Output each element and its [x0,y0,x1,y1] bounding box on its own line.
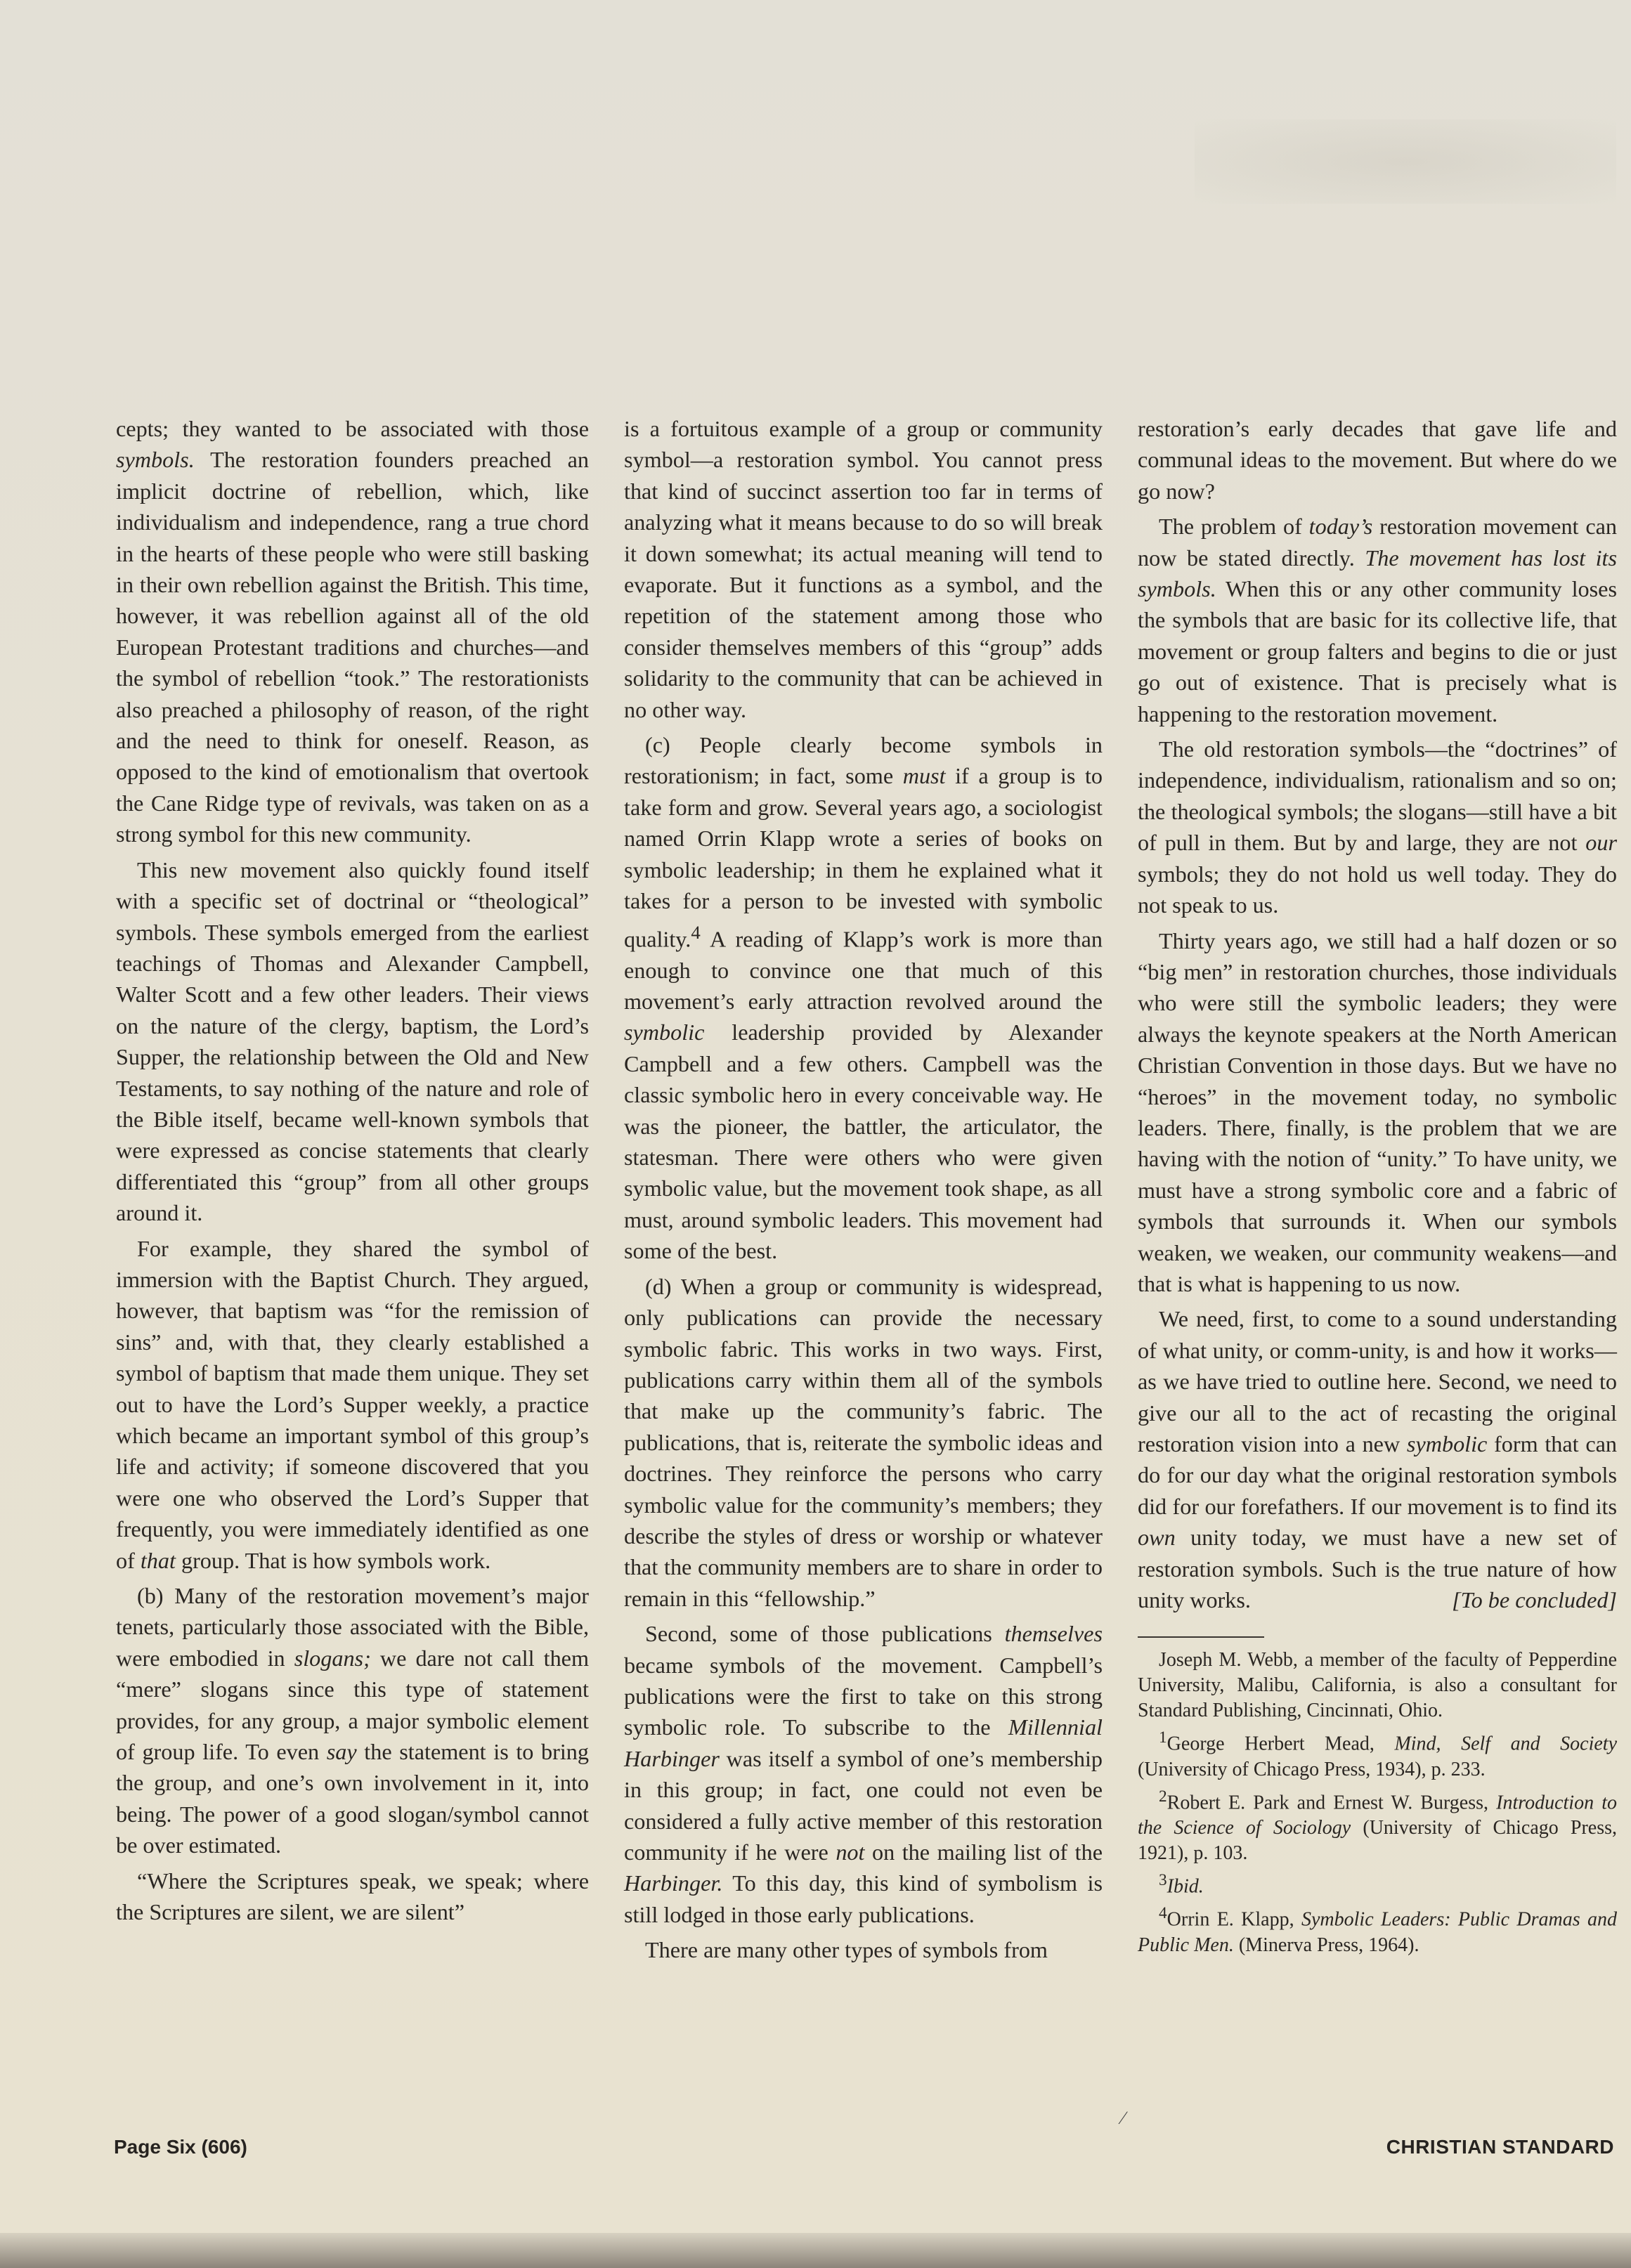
paragraph: “Where the Scriptures speak, we speak; where the Scriptures are silent, we are silent” [116,1868,589,1925]
margin-mark: ⁄ [1122,2108,1125,2128]
text-column-1 [116,413,589,1928]
footnote-rule [1138,1636,1264,1638]
paragraph: There are many other types of symbols from [645,1937,1048,1963]
footnote: $^4$Orrin E. Klapp, Symbolic Leaders: Public Dramas and Public Men. (Minerva Press, 1964). [1138,1904,1617,1956]
page-number: Page Six (606) [114,2136,247,2158]
paragraph: (b) Many of the restoration movement’s major tenets, particularly those associated with the Bible, were embodied in slogans; we dare not call them “mere” slogans since this type of statement provides, for any group, a major symbolic element of group life. To even say the statement is to bring the group, and one’s own involvement in it, into being. The power of a good slogan/symbol cannot be over estimated. [116,1583,589,1858]
footnote: $^3$Ibid. [1159,1871,1204,1898]
paragraph: cepts; they wanted to be associated with those symbols. The restoration founders preached an implicit doctrine of rebellion, which, like individualism and independence, rang a true chord in the hearts of these people who were still basking in their own rebellion against the British. This time, however, it was rebellion against all of the old European Protestant traditions and churches—and the symbol of rebellion “took.” The restorationists also preached a philosophy of reason, of the right and the need to think for oneself. Reason, as opposed to the kind of emotionalism that overtook the Cane Ridge type of revivals, was taken on as a strong symbol for this new community. [116,416,589,847]
paragraph: The problem of today’s restoration movement can now be stated directly. The movement has lost its symbols. When this or any other community loses the symbols that are basic for its collective life, that movement or group falters and begins to die or just go out of existence. That is precisely what is happening to the restoration movement. [1138,514,1618,726]
paragraph: is a fortuitous example of a group or community symbol—a restoration symbol. You cannot press that kind of succinct assertion too far in terms of analyzing what it means because to do so will break it down somewhat; its actual meaning will tend to evaporate. But it functions as a symbol, and the repetition of the statement among those who consider themselves members of this “group” adds solidarity to the community that can be achieved in no other way. [624,416,1103,722]
paragraph: restoration’s early decades that gave life and communal ideas to the movement. But where do we go now? [1138,416,1617,504]
footnote: $^1$George Herbert Mead, Mind, Self and Society (University of Chicago Press, 1934), p. 233. [1138,1728,1618,1780]
text-column-3 [1138,413,1617,1958]
paragraph: Second, some of those publications themselves became symbols of the movement. Campbell’s publications were the first to take on this strong symbolic role. To subscribe to the Millennial Harbinger was itself a symbol of one’s membership in this group; in fact, one could not even be considered a fully active member of this restoration community if he were not on the mailing list of the Harbinger. To this day, this kind of symbolism is still lodged in those early publications. [624,1621,1103,1927]
text-column-2 [624,413,1103,1966]
footnotes [1138,1648,1617,1957]
paragraph: For example, they shared the symbol of immersion with the Baptist Church. They argued, however, that baptism was “for the remission of sins” and, with that, they clearly established a symbol of baptism that made them unique. They set out to have the Lord’s Supper weekly, a practice which became an important symbol of this group’s life and activity; if someone discovered that you were one who observed the Lord’s Supper that frequently, you were immediately identified as one of that group. That is how symbols work. [116,1235,589,1573]
author-note: Joseph M. Webb, a member of the faculty of Pepperdine University, Malibu, California, is also a consultant for Standard Publishing, Cincinnati, Ohio. [1138,1649,1617,1722]
paragraph: (c) People clearly become symbols in restorationism; in fact, some must if a group is to take form and grow. Several years ago, a sociologist named Orrin Klapp wrote a series of books on symbolic leadership; in them he explained what it takes for a person to be invested with symbolic quality.$^4$ A reading of Klapp’s work is more than enough to convince one that much of this movement’s early attraction revolved around the symbolic leadership provided by Alexander Campbell and a few others. Campbell was the classic symbolic hero in every conceivable way. He was the pioneer, the battler, the articulator, the statesman. There were others who were given symbolic value, but the movement took shape, as all must, around symbolic leaders. This movement had some of the best. [624,732,1103,1264]
paragraph: We need, first, to come to a sound understanding of what unity, or comm-unity, is and how it works—as we have tried to outline here. Second, we need to give our all to the act of recasting the original restoration vision into a new symbolic form that can do for our day what the original restoration symbols did for our forefathers. If our movement is to find its own unity today, we must have a new set of restoration symbols. Such is the true nature of how unity works. [To be concluded] [1138,1303,1617,1615]
paragraph: This new movement also quickly found itself with a specific set of doctrinal or “theological” symbols. These symbols emerged from the earliest teachings of Thomas and Alexander Campbell, Walter Scott and a few other leaders. Their views on the nature of the clergy, baptism, the Lord’s Supper, the relationship between the Old and New Testaments, to say nothing of the nature and role of the Bible itself, became well-known symbols that were expressed as concise statements that clearly differentiated this “group” from all other groups around it. [116,856,589,1226]
bleed-through-shadow [1195,119,1616,204]
publication-name: CHRISTIAN STANDARD [1386,2136,1614,2158]
page-bottom-edge [0,2233,1631,2268]
footnote: $^2$Robert E. Park and Ernest W. Burgess, Introduction to the Science of Sociology (University of Chicago Press, 1921), p. 103. [1138,1787,1617,1865]
to-be-concluded: [To be concluded] [1452,1587,1617,1613]
paragraph: The old restoration symbols—the “doctrines” of independence, individualism, rationalism and so on; the theological symbols; the slogans—still have a bit of pull in them. But by and large, they are not our symbols; they do not hold us well today. They do not speak to us. [1138,736,1617,918]
paragraph: Thirty years ago, we still had a half dozen or so “big men” in restoration churches, those individuals who were still the symbolic leaders; they were always the keynote speakers at the North American Christian Convention in those days. But we have no “heroes” in the movement today, no symbolic leaders. There, finally, is the problem that we are having with the notion of “unity.” To have unity, we must have a strong symbolic core and a fabric of symbols that surrounds it. When our symbols weaken, we weaken, our community weakens—and that is what is happening to us now. [1138,927,1617,1296]
paragraph: (d) When a group or community is widespread, only publications can provide the necessary symbolic fabric. This works in two ways. First, publications carry within them all of the symbols that make up the community’s fabric. The publications, that is, reiterate the symbolic ideas and doctrines. They reinforce the persons who carry symbolic value for the community’s members; they describe the styles of dress or worship or whatever that the community members are to share in order to remain in this “fellowship.” [624,1273,1103,1611]
column-3-body [1138,413,1617,1615]
